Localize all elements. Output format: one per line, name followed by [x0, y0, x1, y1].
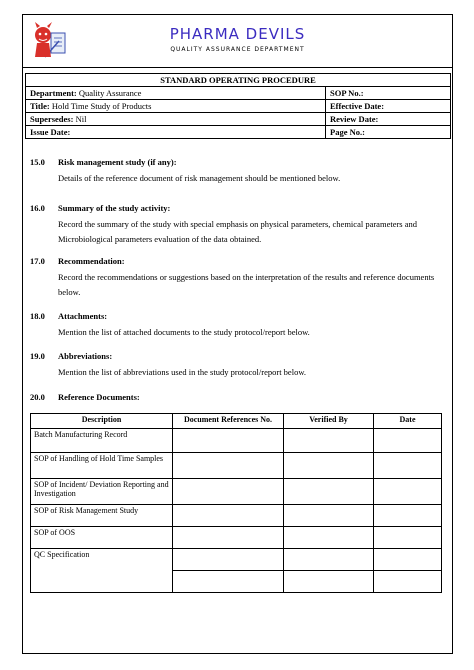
supersedes-label: Supersedes: — [30, 114, 74, 124]
section-body: Details of the reference document of risk management should be mentioned below. — [58, 173, 341, 183]
verified-by-cell — [284, 479, 374, 505]
table-row — [31, 453, 442, 479]
sop-header-table — [25, 73, 451, 139]
document-header — [23, 15, 452, 68]
review-date-cell: Review Date: — [326, 113, 451, 126]
section-number: 18.0 — [30, 311, 45, 321]
section-body: Mention the list of abbreviations used in the study protocol/report below. — [58, 367, 307, 377]
title-label: Title: — [30, 101, 50, 111]
doc-ref-cell — [173, 479, 284, 505]
verified-by-cell — [284, 453, 374, 479]
date-cell — [374, 479, 442, 505]
date-cell — [374, 505, 442, 527]
column-header: Document References No. — [173, 414, 284, 429]
doc-ref-cell — [173, 527, 284, 549]
department-value: Quality Assurance — [78, 88, 142, 98]
sop-no-cell: SOP No.: — [326, 87, 451, 100]
doc-ref-cell — [173, 549, 284, 571]
doc-ref-cell — [173, 429, 284, 453]
section-body: Record the recommendations or suggestions based on the interpretation of the results and reference documents below. — [58, 272, 435, 297]
section-body: Record the summary of the study with special emphasis on physical parameters, chemical parameters and Microbiological parameters evaluation of the data obtained. — [58, 219, 418, 244]
brand-title: PHARMA DEVILS — [169, 25, 306, 43]
effective-date-cell: Effective Date: — [326, 100, 451, 113]
doc-ref-cell — [173, 571, 284, 593]
date-cell — [374, 527, 442, 549]
brand-subtitle: QUALITY ASSURANCE DEPARTMENT — [170, 46, 305, 53]
date-cell — [374, 571, 442, 593]
section-heading: Summary of the study activity: — [58, 203, 171, 213]
description-cell: SOP of OOS — [31, 527, 173, 549]
table-row — [31, 429, 442, 453]
verified-by-cell — [284, 571, 374, 593]
supersedes-value: Nil — [75, 114, 87, 124]
section-number: 19.0 — [30, 351, 45, 361]
section-heading: Abbreviations: — [58, 351, 113, 361]
verified-by-cell — [284, 549, 374, 571]
section-number: 15.0 — [30, 157, 45, 167]
verified-by-cell — [284, 429, 374, 453]
section-body: Mention the list of attached documents to the study protocol/report below. — [58, 327, 310, 337]
doc-ref-cell — [173, 505, 284, 527]
section-number: 17.0 — [30, 256, 45, 266]
section-heading: Reference Documents: — [58, 392, 140, 402]
table-row — [31, 505, 442, 527]
department-label: Department: — [30, 88, 77, 98]
page-no-cell: Page No.: — [326, 126, 451, 139]
table-row — [31, 549, 442, 571]
date-cell — [374, 453, 442, 479]
section-heading: Risk management study (if any): — [58, 157, 177, 167]
date-cell — [374, 429, 442, 453]
issue-date-cell: Issue Date: — [26, 126, 326, 139]
table-row — [31, 479, 442, 505]
section-number: 16.0 — [30, 203, 45, 213]
sop-title: STANDARD OPERATING PROCEDURE — [26, 74, 451, 87]
page-frame — [22, 14, 453, 654]
reference-documents-table — [30, 413, 442, 593]
doc-ref-cell — [173, 453, 284, 479]
section-number: 20.0 — [30, 392, 45, 402]
section-heading: Recommendation: — [58, 256, 125, 266]
column-header: Date — [374, 414, 442, 429]
column-header: Description — [31, 414, 173, 429]
description-cell: SOP of Risk Management Study — [31, 505, 173, 527]
title-value: Hold Time Study of Products — [51, 101, 152, 111]
title-cell — [26, 100, 326, 113]
section-heading: Attachments: — [58, 311, 108, 321]
verified-by-cell — [284, 505, 374, 527]
description-cell: QC Specification — [31, 549, 173, 593]
verified-by-cell — [284, 527, 374, 549]
description-cell: SOP of Incident/ Deviation Reporting and Investigation — [31, 479, 173, 505]
department-cell — [26, 87, 326, 100]
description-cell: Batch Manufacturing Record — [31, 429, 173, 453]
table-row — [31, 527, 442, 549]
description-cell: SOP of Handling of Hold Time Samples — [31, 453, 173, 479]
date-cell — [374, 549, 442, 571]
supersedes-cell — [26, 113, 326, 126]
column-header: Verified By — [284, 414, 374, 429]
